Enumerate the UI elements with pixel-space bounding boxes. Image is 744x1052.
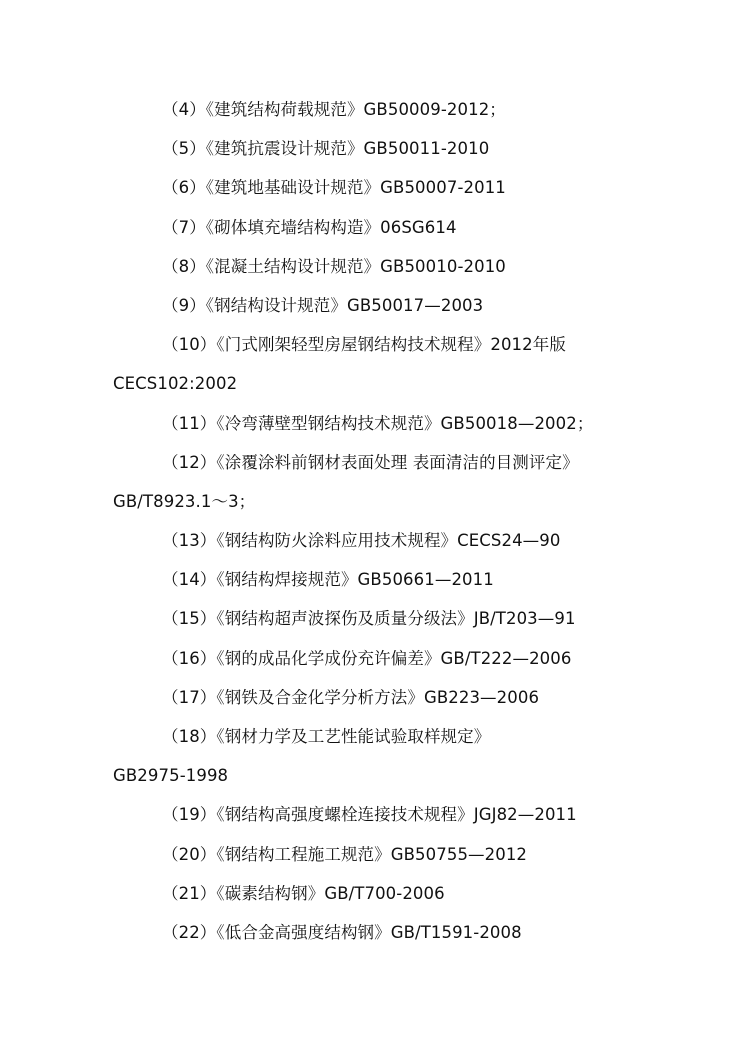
list-item: （15）《钢结构超声波探伤及质量分级法》JB/T203—91 [162,609,576,629]
list-item: （7）《砌体填充墙结构构造》06SG614 [162,217,457,237]
list-item: （20）《钢结构工程施工规范》GB50755—2012 [162,844,528,864]
list-item: （19）《钢结构高强度螺栓连接技术规程》JGJ82—2011 [162,805,577,825]
list-item: （13）《钢结构防火涂料应用技术规程》CECS24—90 [162,531,561,551]
list-item: （12）《涂覆涂料前钢材表面处理 表面清洁的目测评定》 [162,452,579,472]
list-item: （9）《钢结构设计规范》GB50017—2003 [162,295,484,315]
list-item: （10）《门式刚架轻型房屋钢结构技术规程》2012年版 [162,335,566,355]
list-item: （11）《冷弯薄壁型钢结构技术规范》GB50018—2002； [162,413,594,433]
list-item: （14）《钢结构焊接规范》GB50661—2011 [162,570,494,590]
list-item-continuation: CECS102:2002 [113,374,238,394]
list-item: （22）《低合金高强度结构钢》GB/T1591-2008 [162,922,522,942]
list-item: （4）《建筑结构荷载规范》GB50009-2012； [162,100,506,119]
standards-list [0,90,744,952]
list-item: （18）《钢材力学及工艺性能试验取样规定》 [162,727,491,746]
list-item: （8）《混凝土结构设计规范》GB50010-2010 [162,256,506,276]
list-item-continuation: GB/T8923.1～3； [113,491,256,511]
list-item: （6）《建筑地基础设计规范》GB50007-2011 [162,178,506,198]
list-item: （17）《钢铁及合金化学分析方法》GB223—2006 [162,687,540,707]
list-item: （5）《建筑抗震设计规范》GB50011-2010 [162,139,490,159]
list-item: （16）《钢的成品化学成份充许偏差》GB/T222—2006 [162,648,572,668]
list-item: （21）《碳素结构钢》GB/T700-2006 [162,883,445,903]
list-item-continuation: GB2975-1998 [113,766,229,786]
